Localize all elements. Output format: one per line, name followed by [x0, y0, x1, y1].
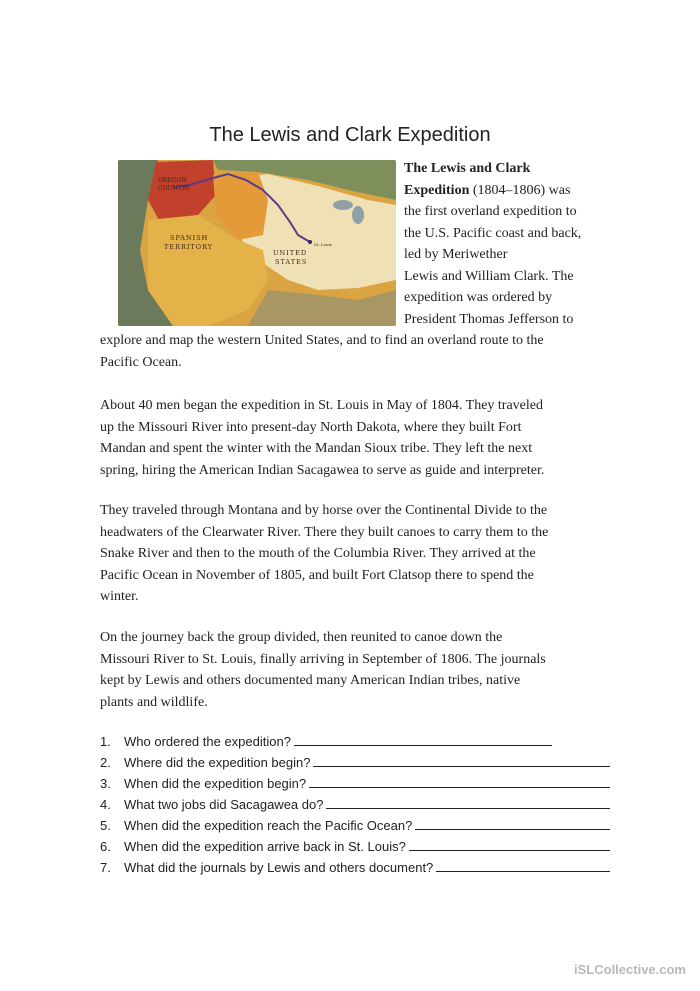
- question-item: [100, 859, 610, 880]
- intro-side-text: [404, 158, 604, 330]
- answer-line[interactable]: [326, 796, 610, 809]
- map-label-spanish-1: SPANISH: [170, 234, 209, 242]
- map-label-stlouis: St. Louis: [314, 242, 332, 247]
- paragraph-pacific: [100, 500, 600, 608]
- intro-line: Lewis and William Clark. The: [404, 268, 574, 284]
- intro-line: [404, 180, 604, 202]
- question-item: [100, 754, 610, 775]
- intro-line: the U.S. Pacific coast and back,: [404, 225, 582, 241]
- map-label-us-1: UNITED: [273, 249, 308, 257]
- intro-continuation-line: Pacific Ocean.: [100, 354, 182, 370]
- map-label-spanish-2: TERRITORY: [164, 243, 214, 251]
- intro-line: led by Meriwether: [404, 247, 508, 262]
- paragraph-line: kept by Lewis and others documented many American Indian tribes, native: [100, 673, 521, 688]
- question-number: 7.: [100, 860, 111, 875]
- paragraph-line: Mandan and spent the winter with the Mandan Sioux tribe. They left the next: [100, 441, 533, 456]
- question-item: [100, 775, 610, 796]
- question-text: Where did the expedition begin?: [124, 755, 311, 770]
- answer-line[interactable]: [309, 775, 610, 788]
- question-list: [100, 733, 610, 880]
- answer-line[interactable]: [313, 754, 610, 767]
- intro-continuation-line: explore and map the western United States, and to find an overland route to the: [100, 333, 544, 348]
- paragraph-line: On the journey back the group divided, then reunited to canoe down the: [100, 630, 503, 645]
- paragraph-line: up the Missouri River into present-day North Dakota, where they built Fort: [100, 419, 522, 435]
- intro-line: [404, 158, 604, 180]
- map-illustration: [118, 160, 396, 326]
- paragraph-line: Pacific Ocean in November of 1805, and built Fort Clatsop there to spend the: [100, 567, 534, 583]
- paragraph-return: [100, 627, 600, 713]
- question-number: 2.: [100, 755, 111, 770]
- intro-line: President Thomas Jefferson to: [404, 311, 574, 327]
- intro-line: the first overland expedition to: [404, 204, 577, 219]
- question-item: [100, 733, 610, 754]
- question-item: [100, 796, 610, 817]
- expedition-map: [118, 160, 396, 326]
- question-text: Who ordered the expedition?: [124, 734, 291, 749]
- question-number: 5.: [100, 818, 111, 833]
- map-label-us-2: STATES: [275, 258, 308, 266]
- question-text: What two jobs did Sacagawea do?: [124, 797, 324, 812]
- question-number: 3.: [100, 776, 111, 791]
- paragraph-line: winter.: [100, 589, 139, 604]
- page-title: The Lewis and Clark Expedition: [209, 124, 491, 146]
- question-text: When did the expedition reach the Pacific Ocean?: [124, 818, 413, 833]
- question-item: [100, 817, 610, 838]
- question-item: [100, 838, 610, 859]
- paragraph-line: Snake River and then to the mouth of the Columbia River. They arrived at the: [100, 546, 536, 561]
- intro-line: expedition was ordered by: [404, 290, 553, 305]
- question-text: When did the expedition begin?: [124, 776, 307, 791]
- answer-line[interactable]: [436, 859, 610, 872]
- watermark: iSLCollective.com: [574, 962, 686, 977]
- intro-bold: Expedition: [404, 182, 470, 198]
- answer-line[interactable]: [409, 838, 610, 851]
- map-label-oregon-1: OREGON: [158, 177, 187, 184]
- intro-continuation: [100, 330, 600, 373]
- intro-rest: (1804–1806) was: [469, 182, 571, 198]
- question-number: 4.: [100, 797, 111, 812]
- paragraph-line: spring, hiring the American Indian Sacagawea to serve as guide and interpreter.: [100, 462, 545, 478]
- paragraph-line: They traveled through Montana and by horse over the Continental Divide to the: [100, 503, 548, 518]
- map-label-oregon-2: COUNTRY: [158, 185, 191, 192]
- paragraph-line: plants and wildlife.: [100, 694, 208, 710]
- intro-bold: The Lewis and Clark: [404, 161, 531, 176]
- answer-line[interactable]: [294, 733, 552, 746]
- question-text: When did the expedition arrive back in St. Louis?: [124, 839, 406, 854]
- question-text: What did the journals by Lewis and others document?: [124, 860, 434, 875]
- paragraph-journey-start: [100, 395, 600, 481]
- answer-line[interactable]: [415, 817, 610, 830]
- paragraph-line: Missouri River to St. Louis, finally arriving in September of 1806. The journals: [100, 651, 546, 667]
- question-number: 1.: [100, 734, 111, 749]
- paragraph-line: headwaters of the Clearwater River. There they built canoes to carry them to the: [100, 524, 549, 540]
- paragraph-line: About 40 men began the expedition in St. Louis in May of 1804. They traveled: [100, 398, 543, 413]
- question-number: 6.: [100, 839, 111, 854]
